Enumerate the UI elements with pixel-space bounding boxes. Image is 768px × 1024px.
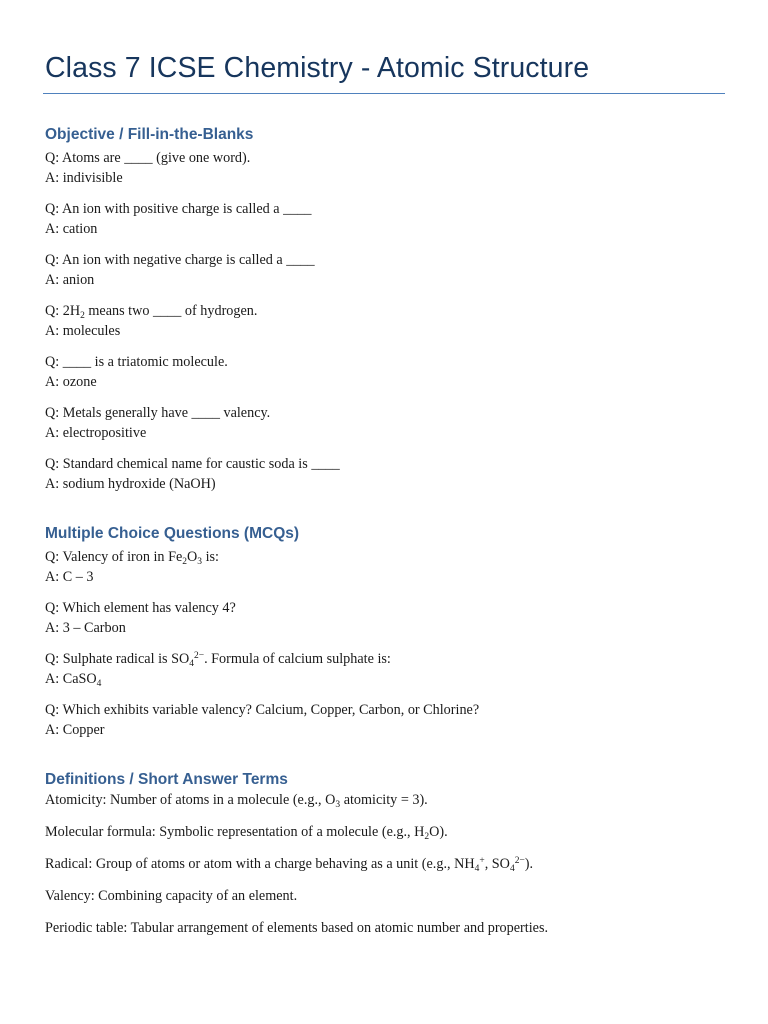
answer-text: A: cation — [45, 221, 98, 237]
definition-text: Radical: Group of atoms or atom with a charge behaving as a unit (e.g., NH — [45, 856, 475, 872]
question-text-part: means two ____ of hydrogen. — [84, 303, 258, 319]
question-text-part: is: — [202, 549, 219, 565]
question-text: Q: An ion with positive charge is called a ____ — [45, 201, 312, 217]
document-page — [45, 0, 725, 938]
qa-item — [45, 649, 725, 689]
subscript: 4 — [474, 864, 480, 874]
answer-text: A: anion — [45, 272, 95, 288]
question-text: Q: Which exhibits variable valency? Calcium, Copper, Carbon, or Chlorine? — [45, 702, 480, 718]
superscript: 2− — [514, 856, 525, 866]
answer-text: A: indivisible — [45, 170, 123, 186]
qa-item — [45, 598, 725, 638]
definition-text: , SO — [484, 856, 510, 872]
subscript: 2 — [182, 557, 188, 567]
qa-item — [45, 199, 725, 239]
definition-item — [45, 886, 725, 906]
definition-text: Valency: Combining capacity of an element. — [45, 888, 298, 904]
definition-text: Molecular formula: Symbolic representation of a molecule (e.g., H — [45, 824, 425, 840]
answer-text: A: Copper — [45, 722, 105, 738]
section-heading-mcqs: Multiple Choice Questions (MCQs) — [45, 525, 300, 542]
question-text: Q: Atoms are ____ (give one word). — [45, 150, 251, 166]
superscript: 2− — [193, 651, 205, 661]
qa-item — [45, 352, 725, 392]
qa-item — [45, 700, 725, 740]
question-text — [45, 301, 725, 321]
question-text — [45, 649, 725, 669]
qa-item — [45, 148, 725, 188]
qa-item — [45, 301, 725, 341]
question-text — [45, 547, 725, 567]
answer-text: A: molecules — [45, 323, 121, 339]
subscript: 4 — [189, 659, 194, 669]
definition-item — [45, 854, 725, 874]
question-text: Q: An ion with negative charge is called a ____ — [45, 252, 315, 268]
question-text: Q: Standard chemical name for caustic soda is ____ — [45, 456, 340, 472]
subscript: 4 — [96, 679, 102, 689]
definition-item — [45, 790, 725, 810]
definition-text: ). — [524, 856, 534, 872]
question-text: Q: Metals generally have ____ valency. — [45, 405, 271, 421]
definition-text: Atomicity: Number of atoms in a molecule (e.g., O — [45, 792, 336, 808]
answer-text: A: ozone — [45, 374, 97, 390]
question-text: Q: ____ is a triatomic molecule. — [45, 354, 228, 370]
answer-text — [45, 669, 725, 689]
answer-text-part: A: CaSO — [45, 671, 97, 687]
answer-text: A: electropositive — [45, 425, 147, 441]
qa-item — [45, 403, 725, 443]
qa-item — [45, 547, 725, 587]
question-text-part: Q: 2H — [45, 303, 81, 319]
subscript: 3 — [335, 800, 341, 810]
question-text-part: Q: Valency of iron in Fe — [45, 549, 183, 565]
section-heading-fill-in-blanks: Objective / Fill-in-the-Blanks — [45, 126, 254, 143]
superscript: + — [479, 856, 485, 866]
subscript: 2 — [424, 832, 430, 842]
page-title: Class 7 ICSE Chemistry - Atomic Structure — [45, 52, 590, 84]
question-text: Q: Which element has valency 4? — [45, 600, 236, 616]
question-text-part: . Formula of calcium sulphate is: — [204, 651, 391, 667]
question-text-part: O — [187, 549, 198, 565]
section-heading-definitions: Definitions / Short Answer Terms — [45, 771, 288, 788]
subscript: 3 — [197, 557, 203, 567]
qa-item — [45, 454, 725, 494]
qa-item — [45, 250, 725, 290]
title-divider — [43, 93, 725, 94]
subscript: 4 — [509, 864, 515, 874]
definition-item — [45, 918, 725, 938]
answer-text: A: C – 3 — [45, 569, 94, 585]
definition-text: Periodic table: Tabular arrangement of elements based on atomic number and properties. — [45, 920, 549, 936]
subscript: 2 — [80, 311, 85, 321]
answer-text: A: 3 – Carbon — [45, 620, 126, 636]
definition-text: atomicity = 3). — [340, 792, 428, 808]
question-text-part: Q: Sulphate radical is SO — [45, 651, 190, 667]
definition-item — [45, 822, 725, 842]
definition-text: O). — [429, 824, 448, 840]
answer-text: A: sodium hydroxide (NaOH) — [45, 476, 216, 492]
